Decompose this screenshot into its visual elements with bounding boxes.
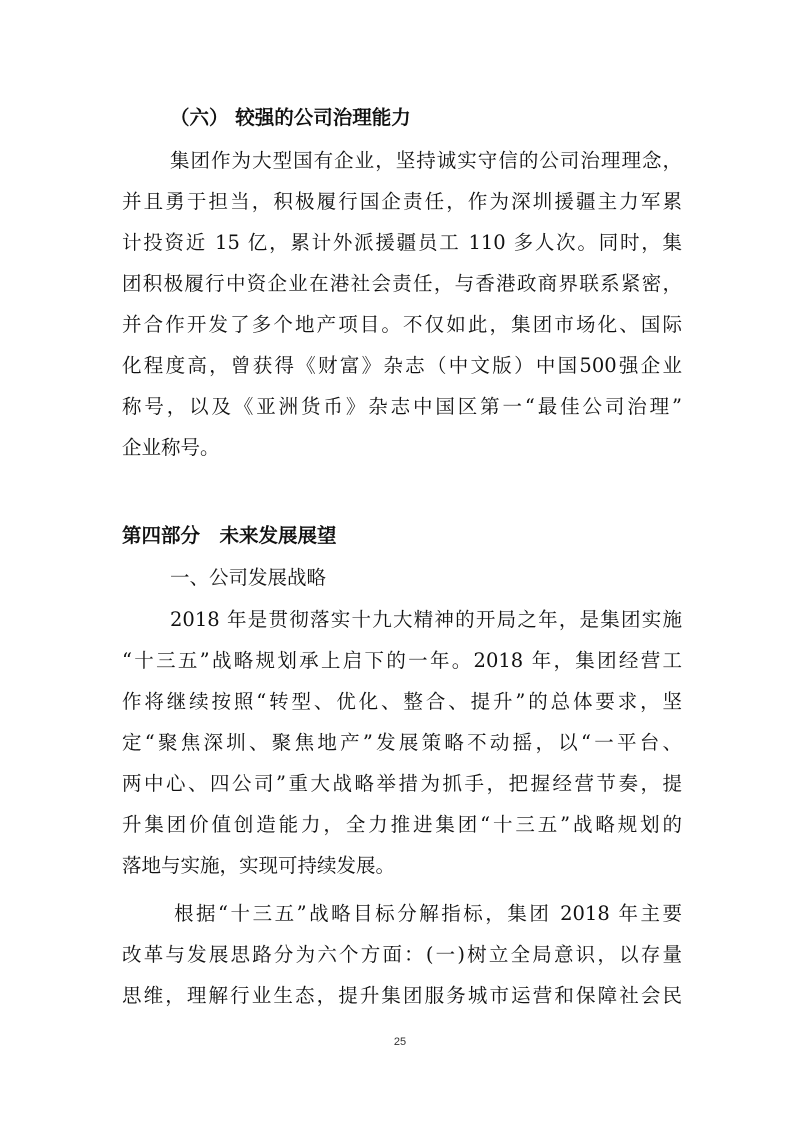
paragraph-line: 2018 年是贯彻落实十九大精神的开局之年，是集团实施 [170,608,682,631]
page-number: 25 [393,1036,407,1048]
part-heading-future-outlook: 第四部分 未来发展展望 [122,524,337,547]
paragraph-line: 两中心、四公司”重大战略举措为抓手，把握经营节奏，提 [122,772,682,795]
paragraph-line: 集团作为大型国有企业，坚持诚实守信的公司治理理念， [170,149,682,172]
paragraph-line: 化程度高，曾获得《财富》杂志（中文版）中国500强企业 [122,354,682,377]
paragraph-line: 落地与实施，实现可持续发展。 [122,854,396,877]
paragraph-line: 称号，以及《亚洲货币》杂志中国区第一“最佳公司治理” [122,395,682,418]
subheading-development-strategy: 一、公司发展战略 [170,566,327,589]
paragraph-line: 思维，理解行业生态，提升集团服务城市运营和保障社会民 [122,984,682,1007]
paragraph-line: 定“聚焦深圳、聚焦地产”发展策略不动摇，以“一平台、 [122,731,682,754]
paragraph-line: “十三五”战略规划承上启下的一年。2018 年，集团经营工 [122,649,682,672]
paragraph-line: 并合作开发了多个地产项目。不仅如此，集团市场化、国际 [122,313,682,336]
paragraph-line: 改革与发展思路分为六个方面：(一)树立全局意识，以存量 [122,943,682,966]
section-heading-governance: （六） 较强的公司治理能力 [170,106,411,129]
paragraph-line: 根据“十三五”战略目标分解指标，集团 2018 年主要 [174,902,682,925]
paragraph-line: 升集团价值创造能力，全力推进集团“十三五”战略规划的 [122,813,682,836]
paragraph-line: 并且勇于担当，积极履行国企责任，作为深圳援疆主力军累 [122,190,682,213]
paragraph-line: 作将继续按照“转型、优化、整合、提升”的总体要求，坚 [122,690,682,713]
paragraph-line: 团积极履行中资企业在港社会责任，与香港政商界联系紧密， [122,272,682,295]
paragraph-line: 企业称号。 [122,436,220,459]
paragraph-line: 计投资近 15 亿，累计外派援疆员工 110 多人次。同时，集 [122,231,682,254]
